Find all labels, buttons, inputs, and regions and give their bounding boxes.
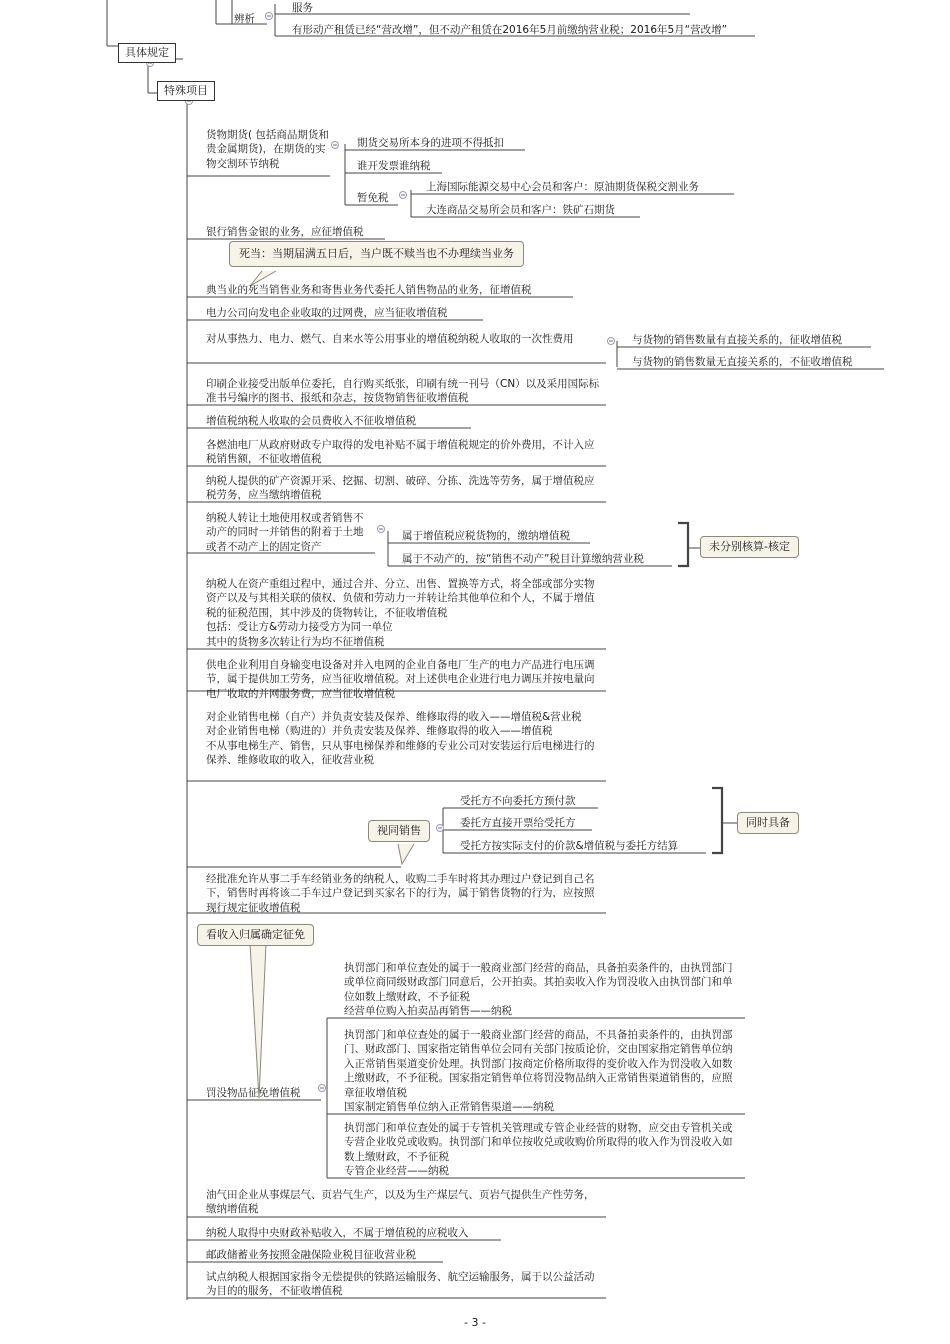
confiscated-branch-3: 执罚部门和单位查处的属于专管机关管理或专管企业经营的财物，应交由专管机关或专营企业收兑或收购。执罚部门和单位按收兑或收购价所取得的收入作为罚没收入如数上缴财政，不予征税 专管企业经营——纳税 bbox=[344, 1122, 733, 1178]
futures-exempt-1: 上海国际能源交易中心会员和客户：原油期货保税交割业务 bbox=[426, 181, 699, 193]
item-subsidy: 纳税人取得中央财政补贴收入，不属于增值税的应税收入 bbox=[206, 1227, 469, 1239]
item-grid-power: 供电企业利用自身输变电设备对并入电网的企业自备电厂生产的电力产品进行电压调节，属于提供加工劳务，应当征收增值税。对上述供电企业进行电力调压并按电量向电厂收取的并网服务费，应当征收增值税 bbox=[206, 659, 595, 700]
deemed-branch-3: 受托方按实际支付的价款&增值税与委托方结算 bbox=[460, 840, 679, 852]
utility-branch-1: 与货物的销售数量有直接关系的，征收增值税 bbox=[632, 334, 842, 346]
item-mining: 纳税人提供的矿产资源开采、挖掘、切割、破碎、分拣、洗选等劳务，属于增值税应税劳务，应当缴纳增值税 bbox=[206, 475, 595, 502]
section-specific-rules[interactable]: 具体规定 bbox=[118, 43, 176, 63]
page-number: - 3 - bbox=[464, 1316, 486, 1329]
deemed-sales-label: 视同销售 bbox=[368, 820, 430, 842]
confiscated-branch-2: 执罚部门和单位查处的属于一般商业部门经营的商品，不具备拍卖条件的，由执罚部门、财政部门、国家指定销售单位会同有关部门按质论价，交由国家指定销售单位纳入正常销售渠道变价处理。执罚部门按商定价格所取得的变价收入作为罚没收入如数上缴财政，不予征税。国家指定销售单位将罚没物品纳入正常销售渠道销售的，应照章征收增值税 国家制定销售单位纳入正常销售渠道——纳税 bbox=[344, 1029, 733, 1114]
futures-exempt: 暂免税 bbox=[357, 192, 389, 204]
item-postal: 邮政储蓄业务按照金融保险业税目征收营业税 bbox=[206, 1249, 416, 1261]
item-fuel-subsidy: 各燃油电厂从政府财政专户取得的发电补贴不属于增值税规定的价外费用，不计入应税销售额，不征收增值税 bbox=[206, 439, 595, 466]
section-special-items[interactable]: 特殊项目 bbox=[157, 81, 215, 101]
deemed-branch-1: 受托方不向委托方预付款 bbox=[460, 795, 576, 807]
item-pawn: 典当业的死当销售业务和寄售业务代委托人销售物品的业务，征增值税 bbox=[206, 284, 532, 296]
item-used-car: 经批准允许从事二手车经销业务的纳税人，收购二手车时将其办理过户登记到自己名下，销售时再将该二手车过户登记到买家名下的行为，属于销售货物的行为，应按照现行规定征收增值税 bbox=[206, 873, 595, 914]
item-restructure: 纳税人在资产重组过程中，通过合并、分立、出售、置换等方式，将全部或部分实物资产以及与其相关联的债权、负债和劳动力一并转让给其他单位和个人，不属于增值税的征税范围，其中涉及的货物转让，不征收增值税 包括：受让方&劳动力接受方为同一单位 其中的货物多次转让行为均不征增值税 bbox=[206, 578, 595, 648]
confiscated-callout: 看收入归属确定征免 bbox=[197, 924, 314, 946]
pawn-callout: 死当：当期届满五日后，当户既不赎当也不办理续当业务 bbox=[229, 241, 524, 267]
item-printing: 印刷企业接受出版单位委托，自行购买纸张，印刷有统一刊号（CN）以及采用国际标准书号编序的图书、报纸和杂志，按货物销售征收增值税 bbox=[206, 378, 600, 405]
item-elevator: 对企业销售电梯（自产）并负责安装及保养、维修取得的收入——增值税&营业税 对企业销售电梯（购进的）并负责安装及保养、维修取得的收入——增值税 不从事电梯生产、销售，只从事电梯保养和维修的专业公司对安装运行后电梯进行的保养、维修收取的收入，征收营业税 bbox=[206, 711, 595, 767]
land-branch-2: 属于不动产的，按“销售不动产”税目计算缴纳营业税 bbox=[402, 553, 644, 565]
deemed-branch-2: 委托方直接开票给受托方 bbox=[460, 817, 576, 829]
analysis-label: 辨析 bbox=[234, 13, 255, 25]
item-power-fee: 电力公司向发电企业收取的过网费，应当征收增值税 bbox=[206, 307, 448, 319]
land-callout: 未分别核算-核定 bbox=[700, 536, 799, 558]
item-utility: 对从事热力、电力、燃气、自来水等公用事业的增值税纳税人收取的一次性费用 bbox=[206, 333, 574, 345]
item-rail: 试点纳税人根据国家指令无偿提供的铁路运输服务、航空运输服务，属于以公益活动为目的的服务，不征收增值税 bbox=[206, 1271, 595, 1298]
land-branch-1: 属于增值税应税货物的，缴纳增值税 bbox=[402, 530, 570, 542]
item-land: 纳税人转让土地使用权或者销售不动产的同时一并销售的附着于土地或者不动产上的固定资产 bbox=[206, 512, 364, 553]
futures-label: 货物期货( 包括商品期货和贵金属期货)，在期货的实物交割环节纳税 bbox=[206, 129, 329, 170]
deemed-callout: 同时具备 bbox=[737, 812, 799, 834]
confiscated-branch-1: 执罚部门和单位查处的属于一般商业部门经营的商品，具备拍卖条件的，由执罚部门或单位商同级财政部门同意后，公开拍卖。其拍卖收入作为罚没收入由执罚部门和单位如数上缴财政，不予征税 经营单位购入拍卖品再销售——纳税 bbox=[344, 962, 733, 1018]
item-member-fee: 增值税纳税人收取的会员费收入不征收增值税 bbox=[206, 415, 416, 427]
futures-branch-2: 谁开发票谁纳税 bbox=[357, 160, 431, 172]
item-bank-gold: 银行销售金银的业务，应征增值税 bbox=[206, 226, 364, 238]
futures-exempt-2: 大连商品交易所会员和客户：铁矿石期货 bbox=[426, 204, 615, 216]
item-gas: 油气田企业从事煤层气、页岩气生产，以及为生产煤层气、页岩气提供生产性劳务，缴纳增值税 bbox=[206, 1189, 595, 1216]
utility-branch-2: 与货物的销售数量无直接关系的，不征收增值税 bbox=[632, 356, 853, 368]
futures-branch-1: 期货交易所本身的进项不得抵扣 bbox=[357, 137, 504, 149]
item-confiscated: 罚没物品征免增值税 bbox=[206, 1087, 301, 1099]
service-label: 服务 bbox=[292, 2, 313, 14]
lease-note: 有形动产租赁已经“营改增”，但不动产租赁在2016年5月前缴纳营业税；2016年5月“营改增” bbox=[292, 24, 728, 36]
